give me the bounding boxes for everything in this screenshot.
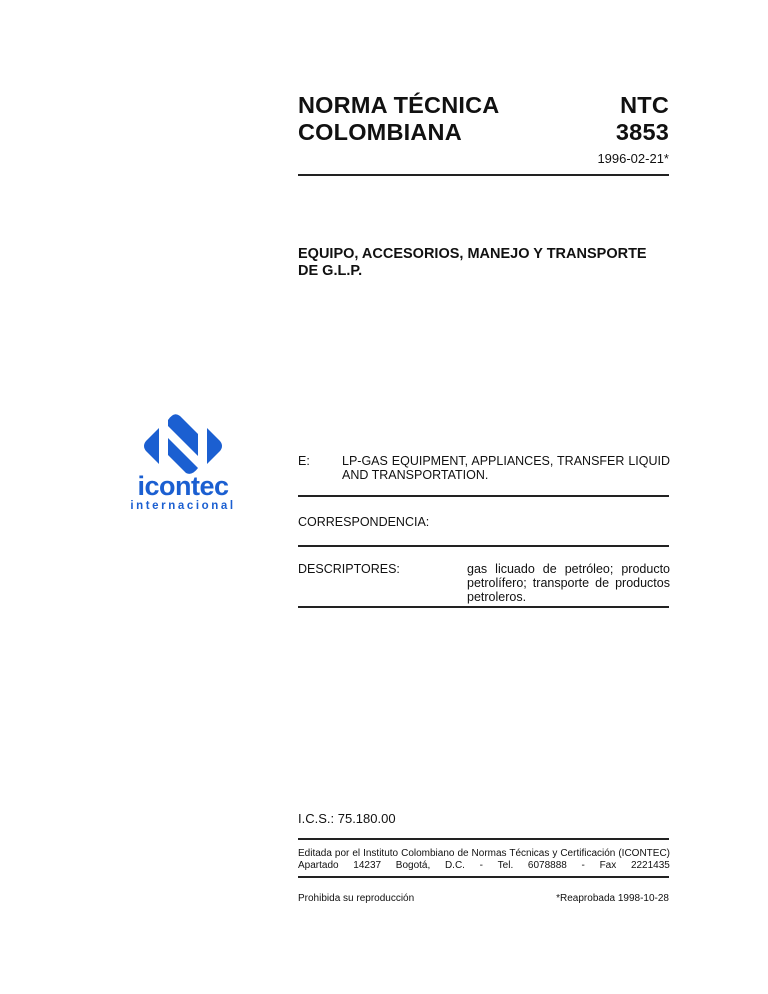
document-title-line2: DE G.L.P. <box>298 263 363 279</box>
standard-code-number: 3853 <box>615 119 669 145</box>
publisher-part: - <box>581 859 585 871</box>
publication-date: 1996-02-21* <box>597 151 669 166</box>
english-title-line1: LP-GAS EQUIPMENT, APPLIANCES, TRANSFER LIQUID <box>342 454 670 468</box>
divider-ics <box>298 838 669 840</box>
icontec-logo <box>128 410 238 520</box>
english-title <box>342 454 670 482</box>
publisher-part: D.C. <box>444 859 465 871</box>
publisher-line2 <box>298 860 670 872</box>
divider-correspondencia <box>298 545 669 547</box>
correspondencia-label: CORRESPONDENCIA: <box>298 515 430 529</box>
descriptores-value <box>467 562 670 604</box>
publisher-part: 2221435 <box>630 859 670 871</box>
publisher-part: Bogotá, <box>395 859 431 871</box>
ics-code: I.C.S.: 75.180.00 <box>298 811 396 826</box>
publisher-part: Fax <box>599 859 617 871</box>
logo-subword: internacional <box>130 500 236 512</box>
standard-type-title <box>298 92 499 146</box>
publisher-part: 14237 <box>353 859 382 871</box>
footer-reapproval-date: *Reaprobada 1998-10-28 <box>556 893 669 904</box>
footer-reproduction-notice: Prohibida su reproducción <box>298 893 415 904</box>
english-title-line2: AND TRANSPORTATION. <box>342 468 489 482</box>
standard-code-prefix: NTC <box>620 92 669 118</box>
standard-type-line1: NORMA TÉCNICA <box>298 92 500 118</box>
logo-wordmark: icontec <box>137 471 229 501</box>
publisher-info <box>298 848 670 871</box>
descriptores-line2: petrolífero; transporte de productos <box>467 576 670 590</box>
descriptores-label: DESCRIPTORES: <box>298 562 400 576</box>
publisher-part: - <box>479 859 483 871</box>
divider-publisher <box>298 876 669 878</box>
english-title-label: E: <box>298 454 310 468</box>
publisher-part: Apartado <box>298 859 339 871</box>
publisher-part: 6078888 <box>527 859 567 871</box>
standard-code <box>616 92 669 146</box>
publisher-line1: Editada por el Instituto Colombiano de Normas Técnicas y Certificación (ICONTEC) <box>298 848 670 859</box>
publisher-part: Tel. <box>497 859 514 871</box>
standard-type-line2: COLOMBIANA <box>298 119 462 145</box>
document-title <box>298 246 670 280</box>
header-divider <box>298 174 669 176</box>
descriptores-line3: petroleros. <box>467 590 527 604</box>
divider-english <box>298 495 669 497</box>
divider-descriptores <box>298 606 669 608</box>
document-title-line1: EQUIPO, ACCESORIOS, MANEJO Y TRANSPORTE <box>298 246 647 262</box>
descriptores-line1: gas licuado de petróleo; producto <box>467 562 670 576</box>
